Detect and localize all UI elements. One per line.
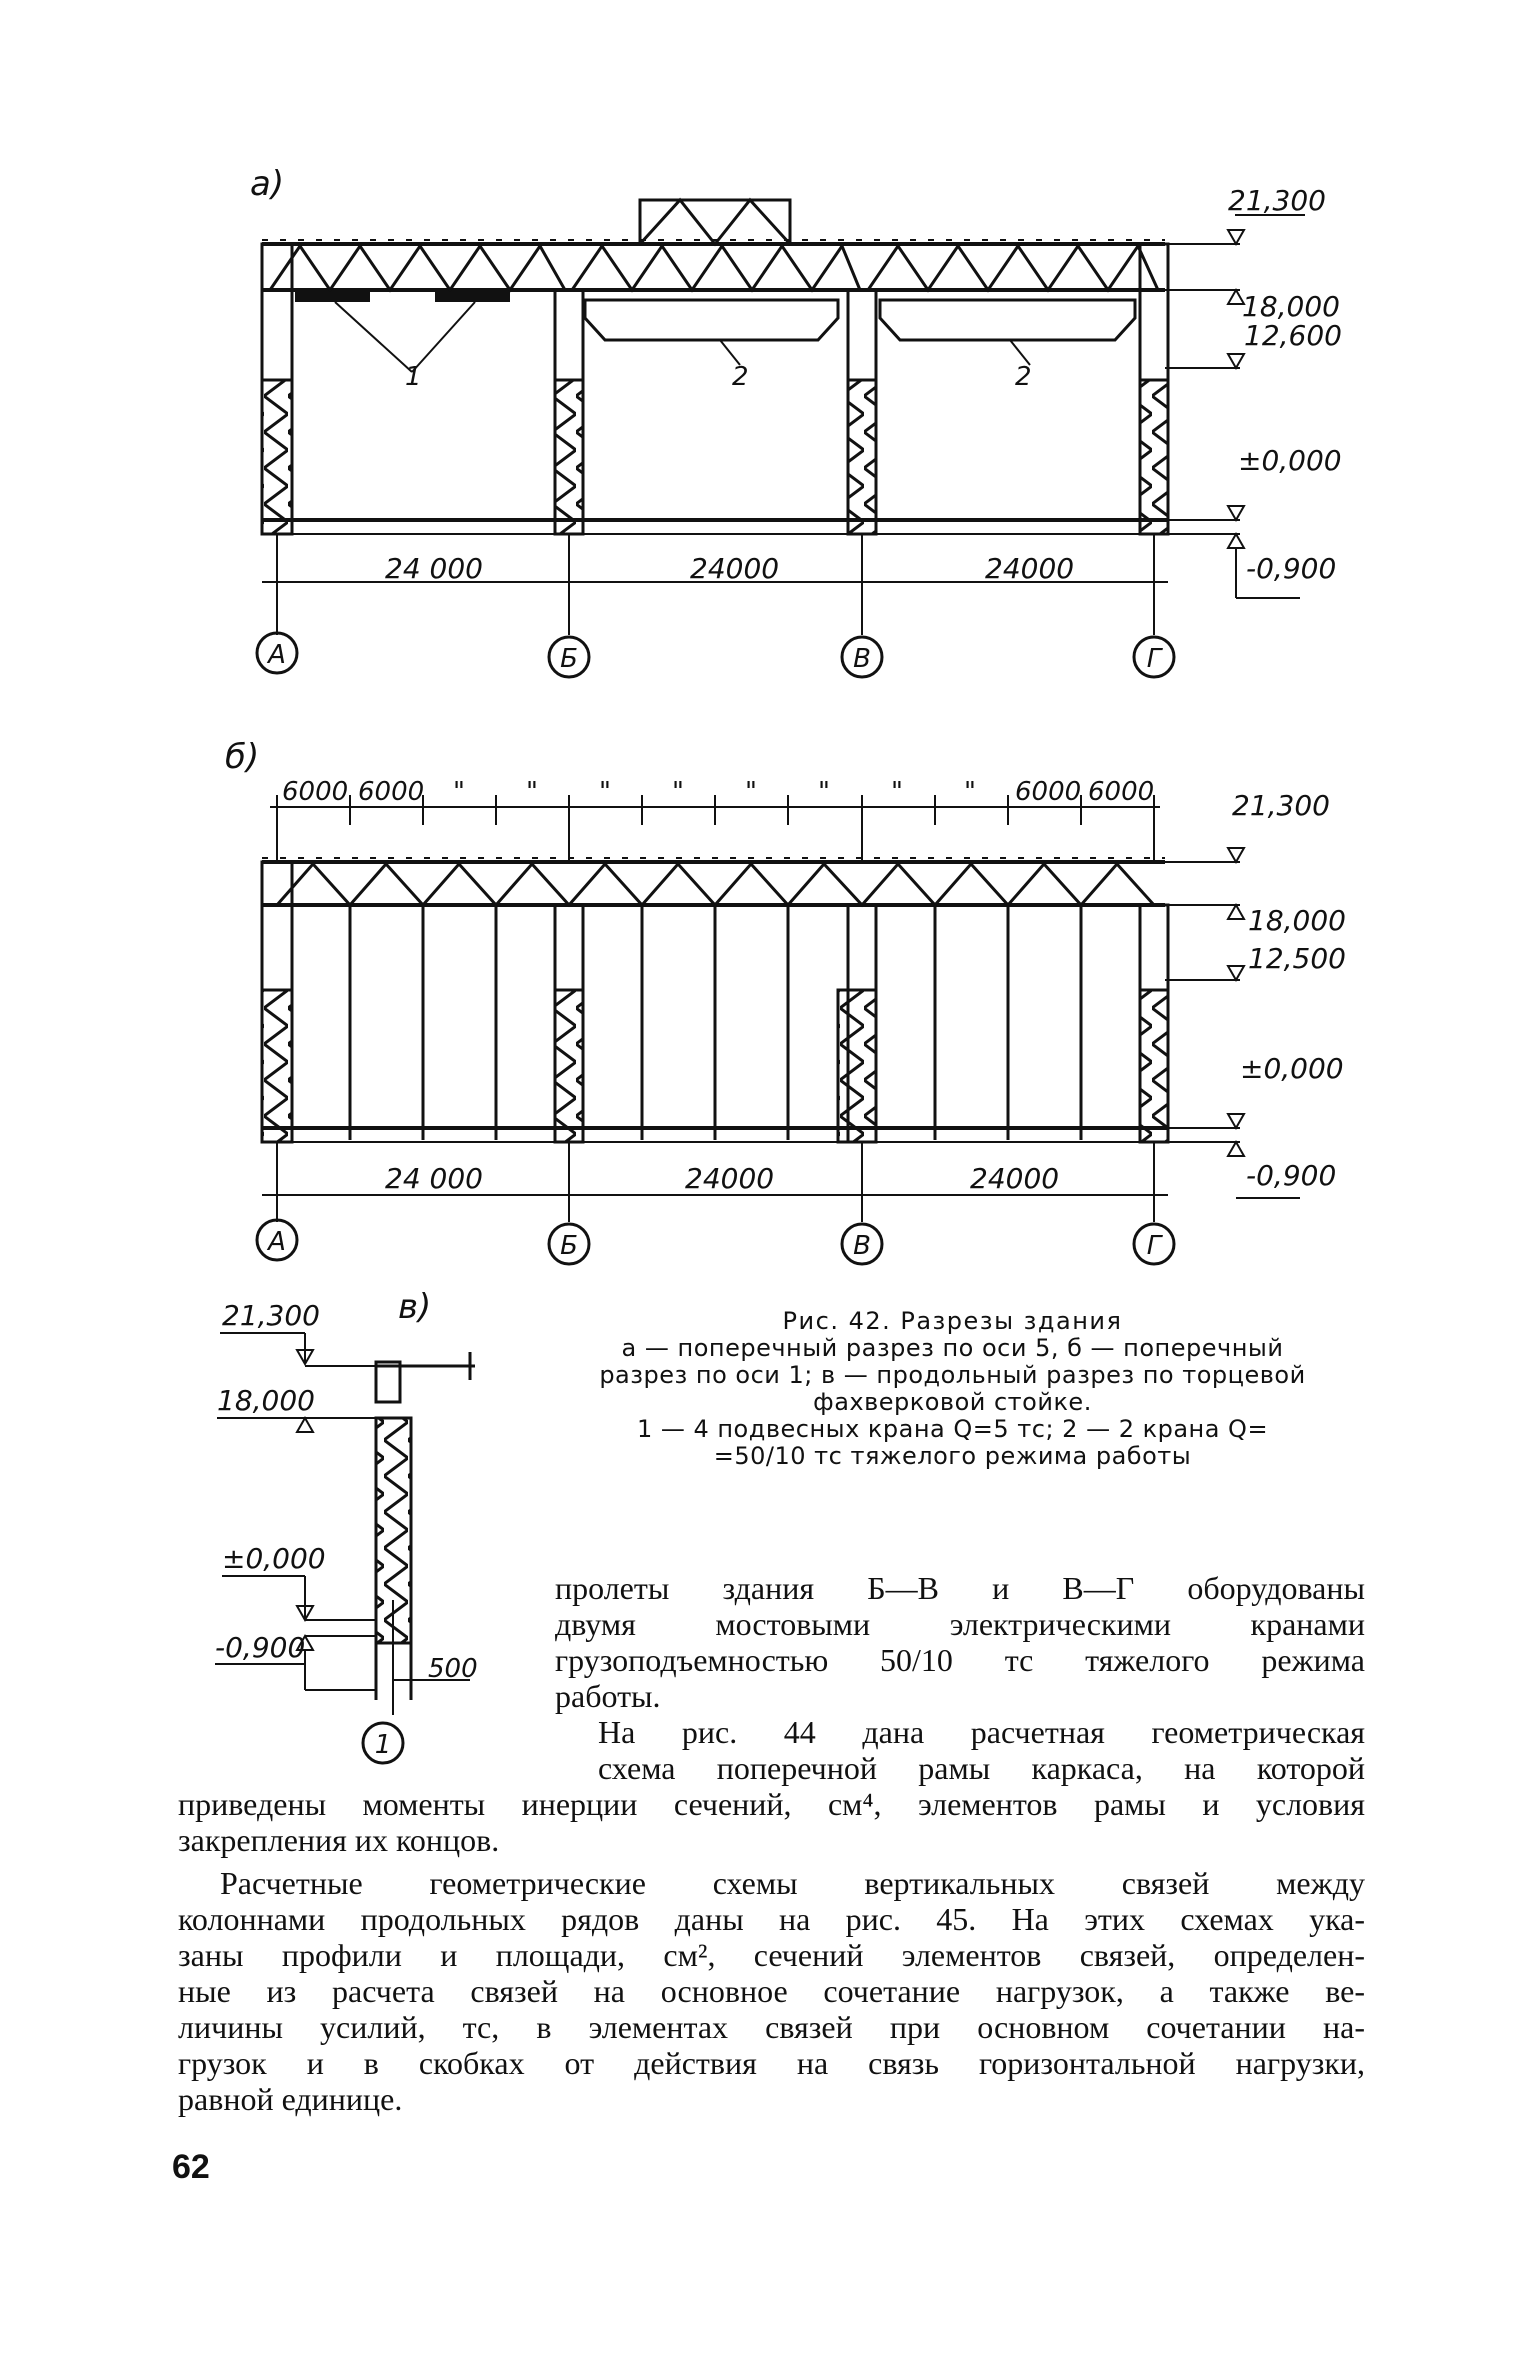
axis-a-V: В bbox=[853, 644, 871, 674]
elev-a-4: -0,900 bbox=[1246, 552, 1337, 585]
module-b-1: 6000 bbox=[358, 777, 425, 807]
module-b-6: " bbox=[745, 777, 757, 807]
elev-a-3: ±0,000 bbox=[1238, 444, 1342, 477]
span-a-2: 24000 bbox=[690, 552, 780, 585]
p3-line: равной единице. bbox=[178, 2081, 403, 2117]
p2-line: схема поперечной рамы каркаса, на которой bbox=[598, 1750, 1365, 1786]
elev-c-3: -0,900 bbox=[215, 1631, 306, 1664]
span-b-1: 24 000 bbox=[385, 1162, 483, 1195]
paragraph-2-indent bbox=[598, 1714, 1365, 1786]
module-b-11: 6000 bbox=[1088, 777, 1155, 807]
span-b-2: 24000 bbox=[685, 1162, 775, 1195]
span-a-3: 24000 bbox=[985, 552, 1075, 585]
figure-b-cross-section bbox=[225, 737, 1346, 1264]
module-b-2: " bbox=[453, 777, 465, 807]
figure-a-label: а) bbox=[250, 164, 285, 204]
page-number: 62 bbox=[172, 2148, 210, 2186]
caption-line-4: 1 — 4 подвесных крана Q=5 тс; 2 — 2 крана Q= bbox=[636, 1415, 1269, 1443]
module-b-10: 6000 bbox=[1015, 777, 1082, 807]
figure-b-label: б) bbox=[225, 737, 260, 777]
module-b-4: " bbox=[599, 777, 611, 807]
span-a-1: 24 000 bbox=[385, 552, 483, 585]
elev-b-1: 18,000 bbox=[1248, 904, 1346, 937]
paragraph-3 bbox=[178, 1865, 1365, 2117]
figure-c-longitudinal-section bbox=[215, 1287, 478, 1763]
axis-b-A: А bbox=[268, 1227, 286, 1257]
caption-title: Рис. 42. Разрезы здания bbox=[782, 1307, 1123, 1335]
axis-a-A: А bbox=[268, 640, 286, 670]
caption-line-3: фахверковой стойке. bbox=[813, 1388, 1092, 1416]
caption-line-5: =50/10 тс тяжелого режима работы bbox=[713, 1442, 1192, 1470]
p1-line: двумя мостовыми электрическими кранами bbox=[555, 1606, 1365, 1642]
elev-b-3: ±0,000 bbox=[1240, 1052, 1344, 1085]
figure-a-cross-section bbox=[250, 164, 1342, 677]
axis-c: 1 bbox=[374, 1730, 392, 1760]
module-b-3: " bbox=[526, 777, 538, 807]
paragraph-2-full bbox=[178, 1786, 1365, 1858]
axis-b-G: Г bbox=[1146, 1231, 1162, 1261]
elev-b-0: 21,300 bbox=[1232, 789, 1330, 822]
axis-b-V: В bbox=[853, 1231, 871, 1261]
crane-label-2b: 2 bbox=[1015, 362, 1032, 392]
module-b-0: 6000 bbox=[282, 777, 349, 807]
p3-line: грузок и в скобках от действия на связь горизонтальной нагрузки, bbox=[178, 2045, 1365, 2081]
caption-line-1: а — поперечный разрез по оси 5, б — поперечный bbox=[621, 1334, 1284, 1362]
module-b-8: " bbox=[891, 777, 903, 807]
paragraph-1 bbox=[555, 1570, 1365, 1714]
span-b-3: 24000 bbox=[970, 1162, 1060, 1195]
elev-c-0: 21,300 bbox=[222, 1299, 320, 1332]
elev-a-0: 21,300 bbox=[1228, 184, 1326, 217]
caption-line-2: разрез по оси 1; в — продольный разрез по торцевой bbox=[599, 1361, 1306, 1389]
p2-line: На рис. 44 дана расчетная геометрическая bbox=[598, 1714, 1365, 1750]
elev-a-1: 18,000 bbox=[1242, 290, 1340, 323]
p3-line: колоннами продольных рядов даны на рис. 45. На этих схемах ука- bbox=[178, 1901, 1365, 1937]
elev-c-2: ±0,000 bbox=[222, 1542, 326, 1575]
elev-b-2: 12,500 bbox=[1248, 942, 1346, 975]
crane-label-1: 1 bbox=[405, 362, 422, 392]
module-b-7: " bbox=[818, 777, 830, 807]
p3-line: ные из расчета связей на основное сочетание нагрузок, а также ве- bbox=[178, 1973, 1365, 2009]
p1-line: пролеты здания Б—В и В—Г оборудованы bbox=[555, 1570, 1365, 1606]
module-b-9: " bbox=[964, 777, 976, 807]
figure-caption bbox=[535, 1308, 1370, 1470]
elev-b-4: -0,900 bbox=[1246, 1159, 1337, 1192]
module-b-5: " bbox=[672, 777, 684, 807]
p1-line: работы. bbox=[555, 1678, 661, 1714]
axis-a-G: Г bbox=[1146, 644, 1162, 674]
elev-c-1: 18,000 bbox=[217, 1384, 315, 1417]
figure-c-label: в) bbox=[398, 1287, 432, 1327]
p2-line: приведены моменты инерции сечений, см⁴, элементов рамы и условия bbox=[178, 1786, 1365, 1822]
elev-a-2: 12,600 bbox=[1244, 319, 1342, 352]
p1-line: грузоподъемностью 50/10 тс тяжелого режима bbox=[555, 1642, 1365, 1678]
dim-c: 500 bbox=[428, 1654, 478, 1684]
axis-a-B: Б bbox=[560, 644, 578, 674]
axis-b-B: Б bbox=[560, 1231, 578, 1261]
p3-line: Расчетные геометрические схемы вертикальных связей между bbox=[220, 1865, 1365, 1901]
p3-line: заны профили и площади, см², сечений элементов связей, определен- bbox=[178, 1937, 1365, 1973]
p3-line: личины усилий, тс, в элементах связей при основном сочетании на- bbox=[178, 2009, 1365, 2045]
p2-line: закрепления их концов. bbox=[178, 1822, 500, 1858]
crane-label-2a: 2 bbox=[732, 362, 749, 392]
